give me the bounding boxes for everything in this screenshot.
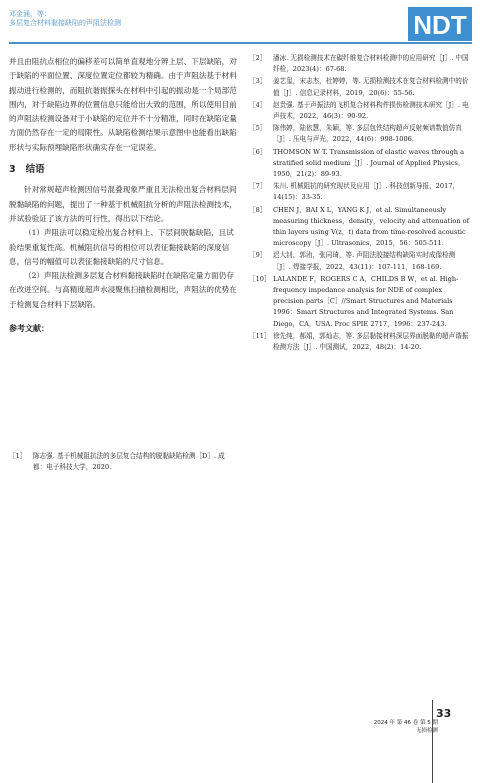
section-title: 结语 (25, 164, 45, 176)
header-rule (9, 42, 472, 44)
footer (374, 719, 438, 735)
reference-number: ［3］ (249, 77, 267, 86)
reference-item (249, 205, 471, 250)
references-heading: 参考文献： (9, 324, 49, 334)
reference-item (249, 274, 471, 330)
body-paragraph: 并且由阻抗点相位的偏移差可以简单直观地分辨上层、下层缺陷，对于缺陷的平面位置、深度位置定位都较为精确。由于声阻法基于材料振动进行检测的，而阻抗谐振探头在材料中引起的振动是一个局部范围内，对于缺陷边界的位置信息只能给出大致的范围，所以使用目前的声阻法检测设备对于小缺陷的定位并不十分精准，同时在缺陷定量方面仍然存在一定的局限性。从缺陷检测结果示意图中也能看出缺陷形状与实际预埋缺陷形状确实存在一定误差。 (9, 57, 237, 152)
reference-number: ［4］ (249, 100, 267, 109)
reference-item (249, 181, 471, 203)
conclusion-paragraph-3: （2）声阻法检测多层复合材料黏接缺陷时在缺陷定量方面仍存在改进空间。与高精度超声水浸聚焦扫描检测相比，声阻法的优势在于检测复合材料下层缺陷。 (9, 271, 237, 309)
reference-number: ［9］ (249, 251, 267, 260)
journal-logo (408, 7, 472, 41)
reference-text: 徐先纯，郝娟，郭灿志，等. 多层黏接材料深层界面脱黏的超声谐振检测方法［J］. 中国测试，2022，48(2)：14-20. (273, 331, 469, 352)
header-authors: 邓金涌，等： (9, 10, 51, 18)
reference-number: ［7］ (249, 182, 267, 191)
references-list-right (249, 53, 471, 354)
page-number: 33 (436, 707, 452, 720)
reference-number: ［8］ (249, 205, 267, 214)
reference-text: CHEN J，BAI X L，YANG K J，et al. Simultaneously measuring thickness，density，velocity and attenuation of thin layers using V(z，t) data from time-resolved acoustic microscopy［J］. Ultrasonics，2015，56：505-511. (273, 205, 470, 248)
reference-text: LALANDE F，ROGERS C A，CHILDS B W，et al. High-frequency impedance analysis for NDE of complex precision parts［C］//Smart Structures and Materials 1996：Smart Structures and Integrated Systems. San Diego，CA，USA. Proc SPIE 2717，1996：237-243. (273, 274, 459, 328)
reference-text: 迟大钊，郭洧，张同琦，等. 声阻法胶接结构缺陷实时成像检测［J］. 焊接学报，2022，43(11)：107-111，168-169. (273, 251, 456, 271)
section-number: 3 (9, 164, 16, 176)
reference-number: ［5］ (249, 124, 267, 133)
logo-text: NDT (413, 10, 467, 40)
reference-item (9, 451, 237, 473)
left-column (9, 55, 237, 340)
reference-number: ［6］ (249, 147, 267, 156)
running-header (9, 10, 121, 28)
footer-journal: 无损检测 (415, 728, 438, 734)
reference-item (249, 100, 471, 122)
reference-item (249, 123, 471, 145)
reference-text: 陈伟婷，陆依慧，朱颖，等. 多层包铁结构超声反射频谱数值仿真［J］. 压电与声光，2022，44(6)：998-1006. (273, 124, 462, 144)
reference-item (249, 331, 471, 353)
reference-text: 赵贵强. 基于声振法的飞机复合材料构件损伤检测技术研究［J］. 电声技术，2022，46(3)：90-92. (273, 100, 469, 121)
reference-number: ［2］ (249, 54, 267, 62)
reference-item (249, 147, 471, 181)
footer-divider (432, 700, 433, 783)
section-heading (9, 163, 237, 177)
reference-text: 潘冰. 无损检测技术在碳纤维复合材料检测中的应用研究［J］. 中国纤检，2023(4)：67-68. (273, 54, 469, 74)
conclusion-paragraph-2: （1）声阻法可以稳定检出复合材料上、下层间脱黏缺陷，且试验结果重复性高。机械阻抗信号的相位可以表征黏接缺陷的深度信息，信号的幅值可以表征黏接缺陷的尺寸信息。 (9, 228, 234, 266)
reference-item (249, 76, 471, 98)
reference-text: 朱川. 机械阻抗的研究现状及应用［J］. 科技创新导报，2017，14(15)：33-35. (273, 182, 460, 202)
reference-number: ［10］ (249, 274, 271, 283)
references-list-left (9, 451, 237, 474)
reference-text: 陈志强. 基于机械阻抗法的多层复合结构的脱黏缺陷检测［D］. 成都：电子科技大学，2020. (33, 452, 225, 472)
reference-item (249, 250, 471, 272)
reference-number: ［1］ (9, 452, 27, 460)
reference-number: ［11］ (249, 331, 271, 340)
conclusion-paragraph-1: 针对常规超声检测因信号混叠现象严重且无法检出复合材料层间脱黏缺陷的问题，提出了一种基于机械阻抗分析的声阻法检测技术，并试验验证了该方法的可行性，得出以下结论。 (9, 185, 237, 223)
reference-item (249, 53, 471, 75)
header-title: 多层复合材料黏接缺陷的声阻法检测 (9, 19, 121, 27)
footer-issue: 2024 年 第 46 卷 第 5 期 (373, 720, 438, 726)
reference-text: THOMSON W T. Transmission of elastic waves through a stratified solid medium［J］. Journal of Applied Physics，1950，21(2)：89-93. (273, 147, 465, 179)
reference-text: 姜艺玺，宋志杰，杜婷婷，等. 无损检测技术在复合材料检测中的价值［J］. 信息记录材料，2019，20(6)：55-56. (273, 77, 469, 97)
